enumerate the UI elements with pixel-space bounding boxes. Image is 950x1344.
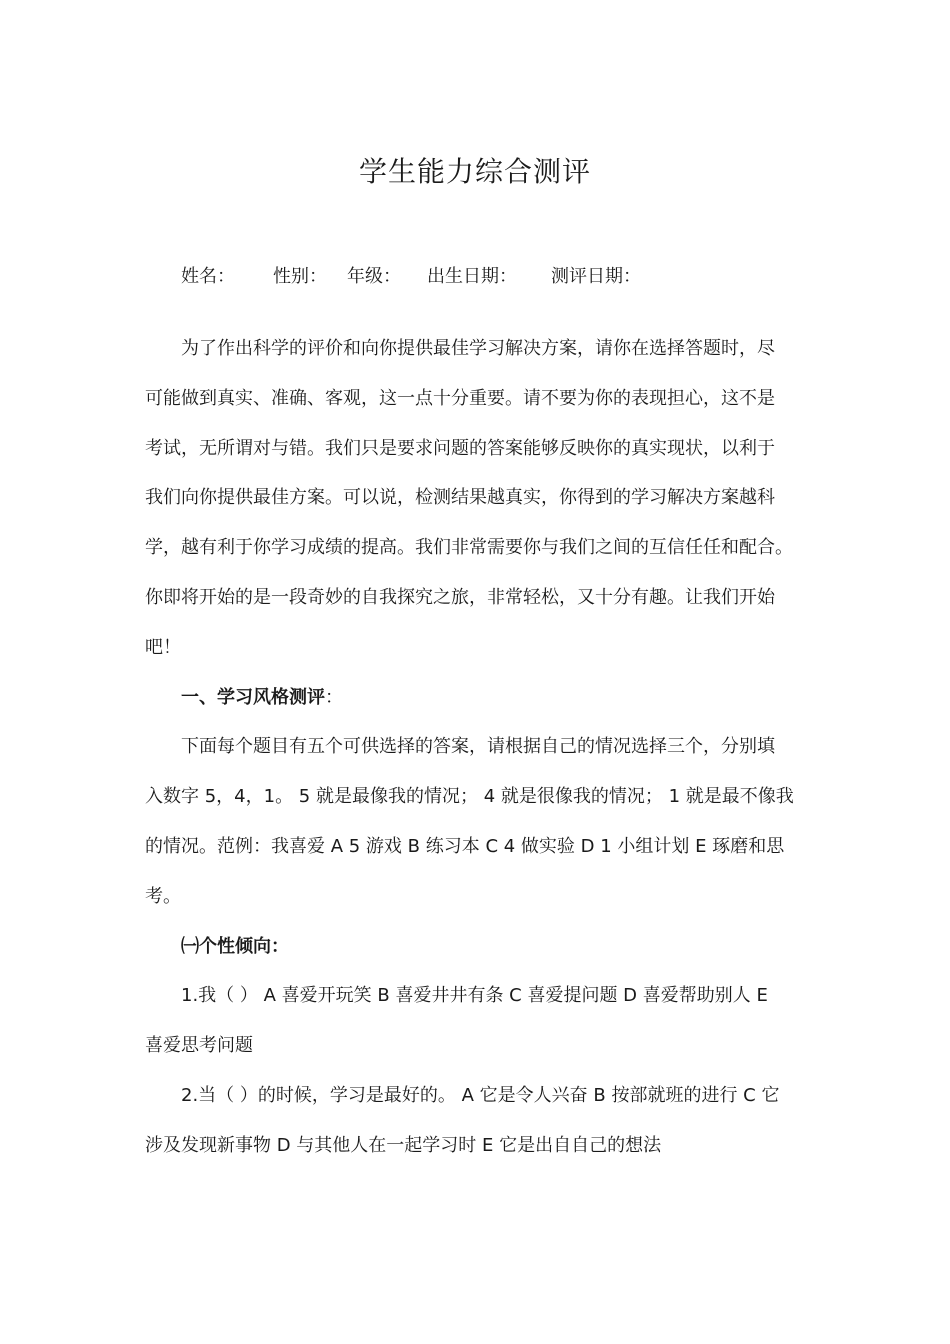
- question-1-line: 1.我（ ） A 喜爱开玩笑 B 喜爱井井有条 C 喜爱提问题 D 喜爱帮助别人 E: [181, 985, 768, 1007]
- gender-field-label: 性别：: [273, 266, 327, 287]
- subsection-heading: ㈠个性倾向：: [181, 935, 289, 957]
- document-title: 学生能力综合测评: [358, 155, 591, 188]
- grade-field-label: 年级：: [347, 266, 401, 287]
- section-heading: [145, 673, 825, 723]
- paragraph-line: 考。: [145, 885, 181, 907]
- paragraph-line: 为了作出科学的评价和向你提供最佳学习解决方案，请你在选择答题时，尽: [181, 338, 775, 359]
- question-1-line: 喜爱思考问题: [145, 1035, 253, 1057]
- paragraph-line: 入数字 5，4，1。 5 就是最像我的情况； 4 就是很像我的情况； 1 就是最不像我: [145, 786, 794, 808]
- intro-paragraph: [145, 324, 825, 1171]
- paragraph-line: 考试，无所谓对与错。我们只是要求问题的答案能够反映你的真实现状，以利于: [145, 437, 775, 459]
- paragraph-line: 吧！: [145, 636, 181, 658]
- test-date-field-label: 测评日期：: [551, 266, 641, 287]
- birth-date-field-label: 出生日期：: [427, 266, 517, 287]
- question-2-line: 涉及发现新事物 D 与其他人在一起学习时 E 它是出自自己的想法: [145, 1134, 662, 1156]
- paragraph-line: 的情况。范例：我喜爱 A 5 游戏 B 练习本 C 4 做实验 D 1 小组计划 E 琢磨和思: [145, 835, 785, 857]
- paragraph-line: 下面每个题目有五个可供选择的答案，请根据自己的情况选择三个，分别填: [181, 736, 775, 758]
- section-heading-text: 一、学习风格测评: [181, 686, 325, 708]
- paragraph-line: 我们向你提供最佳方案。可以说，检测结果越真实，你得到的学习解决方案越科: [145, 487, 775, 509]
- paragraph-line: 你即将开始的是一段奇妙的自我探究之旅，非常轻松，又十分有趣。让我们开始: [145, 586, 775, 608]
- student-info-fields: [181, 262, 881, 288]
- paragraph-line: 可能做到真实、准确、客观，这一点十分重要。请不要为你的表现担心，这不是: [145, 387, 775, 409]
- name-field-label: 姓名：: [181, 266, 235, 287]
- question-2-line: 2.当（ ）的时候，学习是最好的。 A 它是令人兴奋 B 按部就班的进行 C 它: [181, 1084, 780, 1106]
- section-heading-colon: ：: [325, 686, 343, 708]
- paragraph-line: 学，越有利于你学习成绩的提高。我们非常需要你与我们之间的互信任任和配合。: [145, 537, 793, 559]
